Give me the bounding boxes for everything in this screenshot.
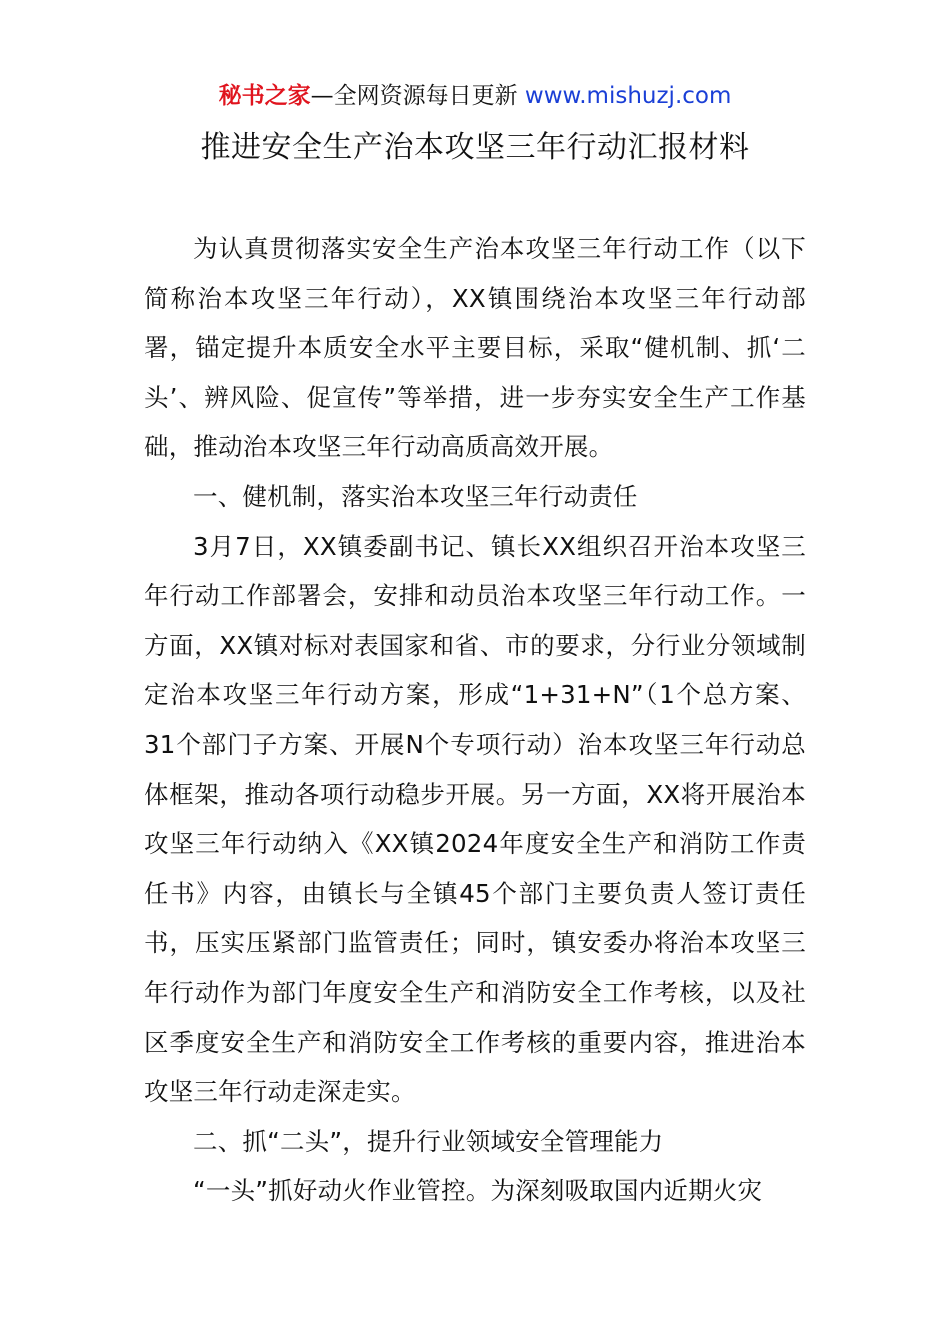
section-1-heading: 一、健机制，落实治本攻坚三年行动责任 [193,481,638,511]
brand-name: 秘书之家 [218,83,311,109]
section-2-paragraph: “一头”抓好动火作业管控。为深刻吸取国内近期火灾 [193,1176,763,1206]
intro-paragraph: 为认真贯彻落实安全生产治本攻坚三年行动工作（以下简称治本攻坚三年行动），XX镇围绕治本攻坚三年行动部署，锚定提升本质安全水平主要目标，采取“健机制、抓‘二头’、辨风险、促宣传”等举措，进一步夯实安全生产工作基础，推动治本攻坚三年行动高质高效开展。 [144,234,806,462]
site-header [0,80,950,112]
document-body [144,224,806,1216]
header-tagline: —全网资源每日更新 [310,83,518,109]
document-title: 推进安全生产治本攻坚三年行动汇报材料 [200,130,750,165]
site-url-link[interactable]: www.mishuzj.com [524,83,732,109]
section-2-heading: 二、抓“二头”，提升行业领域安全管理能力 [193,1126,664,1156]
section-1-paragraph: 3月7日，XX镇委副书记、镇长XX组织召开治本攻坚三年行动工作部署会，安排和动员治本攻坚三年行动工作。一方面，XX镇对标对表国家和省、市的要求，分行业分领域制定治本攻坚三年行动方案，形成“1+31+N”（1个总方案、31个部门子方案、开展N个专项行动）治本攻坚三年行动总体框架，推动各项行动稳步开展。另一方面，XX将开展治本攻坚三年行动纳入《XX镇2024年度安全生产和消防工作责任书》内容，由镇长与全镇45个部门主要负责人签订责任书，压实压紧部门监管责任；同时，镇安委办将治本攻坚三年行动作为部门年度安全生产和消防安全工作考核，以及社区季度安全生产和消防安全工作考核的重要内容，推进治本攻坚三年行动走深走实。 [144,531,806,1107]
